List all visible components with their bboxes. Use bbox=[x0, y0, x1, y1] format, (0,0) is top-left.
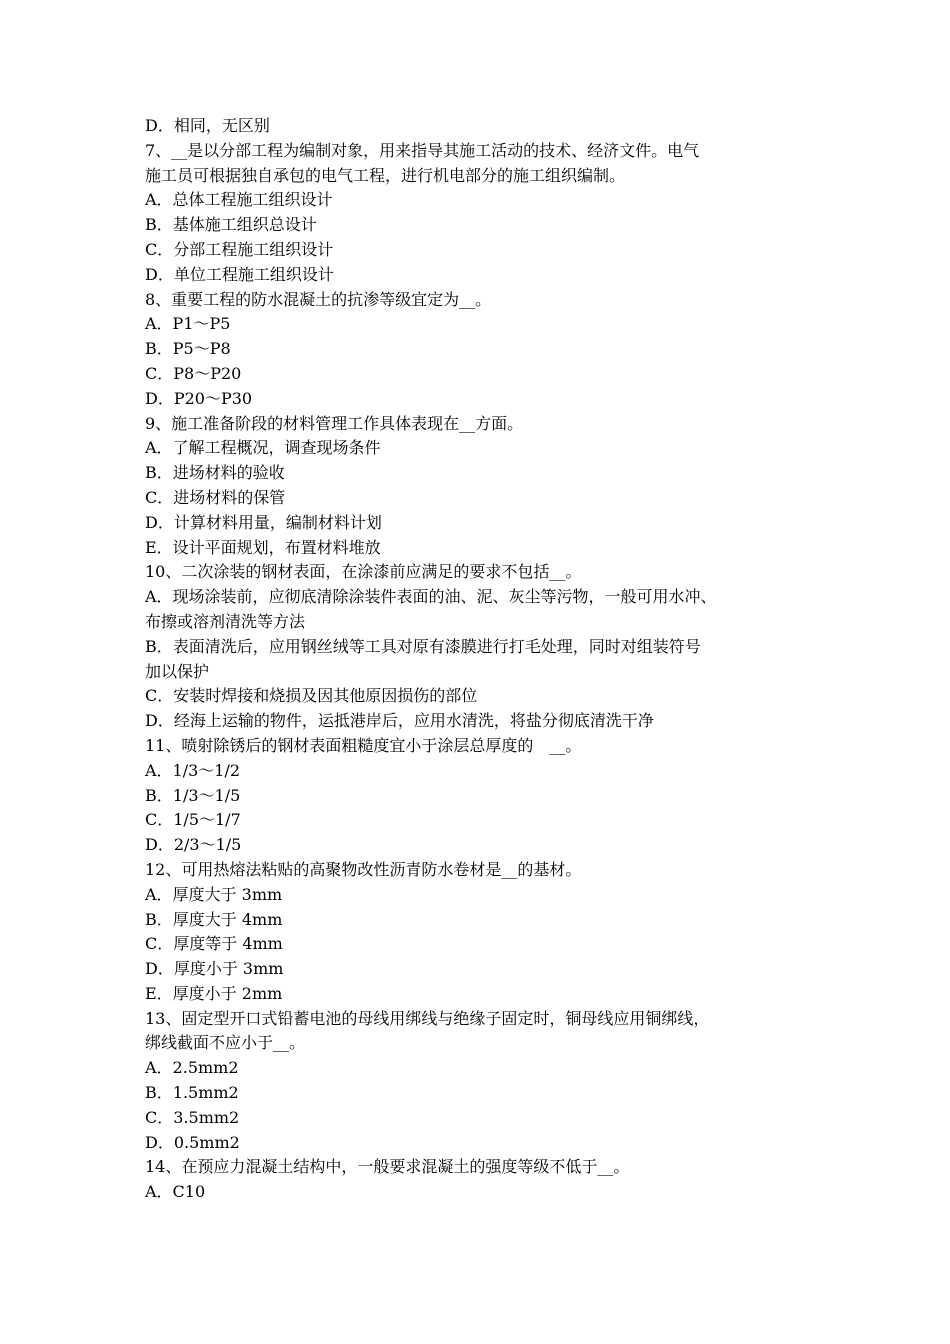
answer-option-13b: B．1.5mm2 bbox=[145, 1083, 239, 1103]
answer-option-12c: C．厚度等于 4mm bbox=[145, 934, 283, 954]
answer-option-8d: D．P20～P30 bbox=[145, 388, 253, 408]
answer-option-10a: A．现场涂装前，应彻底清除涂装件表面的油、泥、灰尘等污物，一般可用水冲、 bbox=[145, 587, 717, 607]
answer-option-8a: A．P1～P5 bbox=[145, 314, 231, 334]
answer-option-13d: D．0.5mm2 bbox=[145, 1132, 240, 1152]
answer-option-12b: B．厚度大于 4mm bbox=[145, 909, 283, 929]
answer-option-10c: C．安装时焊接和烧损及因其他原因损伤的部位 bbox=[145, 686, 478, 706]
answer-option-10a-cont: 布擦或溶剂清洗等方法 bbox=[145, 611, 306, 631]
answer-option-9b: B．进场材料的验收 bbox=[145, 463, 285, 483]
question-7-text: 7、__是以分部工程为编制对象，用来指导其施工活动的技术、经济文件。电气 bbox=[145, 140, 700, 160]
answer-option-10b: B．表面清洗后，应用钢丝绒等工具对原有漆膜进行打毛处理，同时对组装符号 bbox=[145, 636, 701, 656]
answer-option-8c: C．P8～P20 bbox=[145, 363, 242, 383]
answer-option-11a: A．1/3～1/2 bbox=[145, 760, 241, 780]
answer-option-9d: D．计算材料用量，编制材料计划 bbox=[145, 512, 382, 532]
answer-option-7a: A．总体工程施工组织设计 bbox=[145, 190, 333, 210]
answer-option-11d: D．2/3～1/5 bbox=[145, 835, 242, 855]
answer-option-6d: D．相同，无区别 bbox=[145, 116, 270, 135]
answer-option-9a: A．了解工程概况，调查现场条件 bbox=[145, 438, 381, 458]
question-13-text-cont: 绑线截面不应小于__。 bbox=[145, 1033, 306, 1053]
question-11-text: 11、喷射除锈后的钢材表面粗糙度宜小于涂层总厚度的 __。 bbox=[145, 735, 582, 755]
answer-option-9c: C．进场材料的保管 bbox=[145, 487, 286, 507]
document-body bbox=[145, 114, 810, 1205]
answer-option-7b: B．基体施工组织总设计 bbox=[145, 215, 317, 235]
question-10-text: 10、二次涂装的钢材表面，在涂漆前应满足的要求不包括__。 bbox=[145, 562, 582, 582]
answer-option-7d: D．单位工程施工组织设计 bbox=[145, 264, 334, 284]
answer-option-12e: E．厚度小于 2mm bbox=[145, 983, 283, 1003]
question-12-text: 12、可用热熔法粘贴的高聚物改性沥青防水卷材是__的基材。 bbox=[145, 859, 582, 879]
question-8-text: 8、重要工程的防水混凝土的抗渗等级宜定为__。 bbox=[145, 289, 492, 309]
question-14-text: 14、在预应力混凝土结构中，一般要求混凝土的强度等级不低于__。 bbox=[145, 1157, 630, 1177]
question-13-text: 13、固定型开口式铅蓄电池的母线用绑线与绝缘子固定时，铜母线应用铜绑线， bbox=[145, 1008, 710, 1028]
answer-option-9e: E．设计平面规划，布置材料堆放 bbox=[145, 537, 381, 557]
answer-option-12d: D．厚度小于 3mm bbox=[145, 959, 284, 979]
answer-option-11b: B．1/3～1/5 bbox=[145, 785, 241, 805]
answer-option-8b: B．P5～P8 bbox=[145, 339, 231, 359]
answer-option-13c: C．3.5mm2 bbox=[145, 1107, 240, 1127]
answer-option-12a: A．厚度大于 3mm bbox=[145, 884, 283, 904]
answer-option-7c: C．分部工程施工组织设计 bbox=[145, 239, 334, 259]
question-7-text-cont: 施工员可根据独自承包的电气工程，进行机电部分的施工组织编制。 bbox=[145, 165, 626, 185]
answer-option-10d: D．经海上运输的物件，运抵港岸后，应用水清洗，将盐分彻底清洗干净 bbox=[145, 711, 654, 731]
answer-option-11c: C．1/5～1/7 bbox=[145, 810, 241, 830]
answer-option-10b-cont: 加以保护 bbox=[145, 661, 210, 681]
answer-option-14a: A．C10 bbox=[145, 1182, 206, 1202]
question-9-text: 9、施工准备阶段的材料管理工作具体表现在__方面。 bbox=[145, 413, 524, 433]
answer-option-13a: A．2.5mm2 bbox=[145, 1058, 239, 1078]
